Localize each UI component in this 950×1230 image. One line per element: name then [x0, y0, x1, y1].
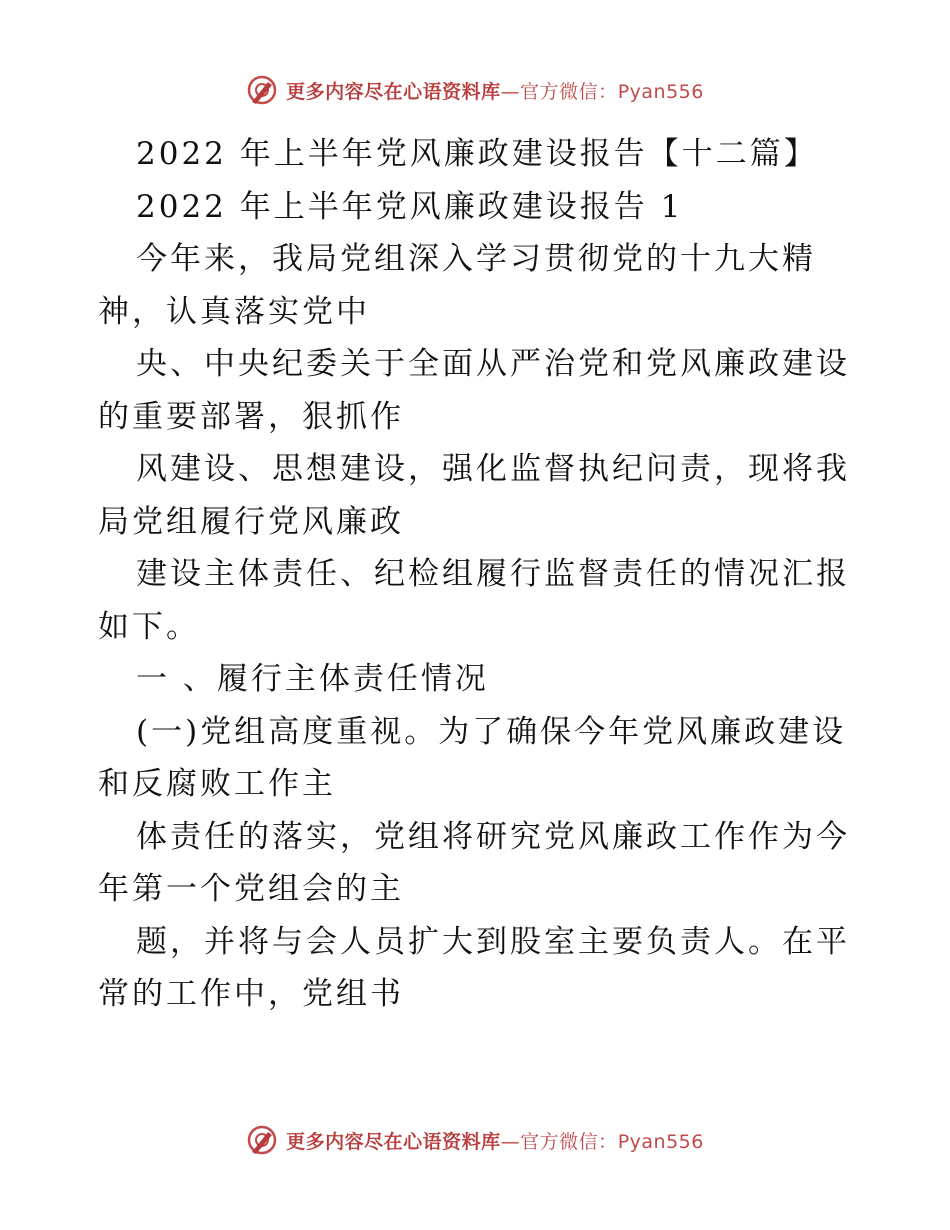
paragraph-line: 年第一个党组会的主	[98, 871, 404, 907]
paragraph-line: (一)党组高度重视。为了确保今年党风廉政建设	[136, 713, 847, 750]
paragraph-line: 局党组履行党风廉政	[98, 503, 404, 540]
banner-dash: —	[500, 1130, 521, 1153]
paragraph-line: 常的工作中，党组书	[98, 976, 404, 1012]
paragraph-line: 体责任的落实，党组将研究党风廉政工作作为今	[136, 818, 850, 855]
paragraph-line: 的重要部署，狠抓作	[98, 398, 404, 435]
banner-main-text: 更多内容尽在心语资料库	[286, 1130, 501, 1153]
banner-contact-label: 官方微信：	[520, 1130, 618, 1153]
paragraph-line: 央、中央纪委关于全面从严治党和党风廉政建设	[136, 346, 850, 382]
banner-dash: —	[500, 80, 521, 103]
header-banner	[0, 68, 950, 112]
paragraph-line: 今年来，我局党组深入学习贯彻党的十九大精	[136, 241, 816, 277]
pen-circle-icon	[246, 74, 278, 106]
document-title: 2022 年上半年党风廉政建设报告【十二篇】	[136, 136, 818, 172]
paragraph-line: 题，并将与会人员扩大到股室主要负责人。在平	[136, 923, 850, 960]
subsection-heading: 一 、履行主体责任情况	[136, 661, 489, 697]
paragraph-line: 和反腐败工作主	[98, 766, 336, 802]
pen-circle-icon	[246, 1124, 278, 1156]
section-heading: 2022 年上半年党风廉政建设报告 1	[136, 188, 684, 225]
document-body	[98, 128, 858, 1021]
banner-text	[286, 1127, 704, 1154]
paragraph-line: 神，认真落实党中	[98, 293, 370, 330]
banner-main-text: 更多内容尽在心语资料库	[286, 80, 501, 103]
banner-contact-value: Pyan556	[617, 1130, 704, 1153]
banner-contact-value: Pyan556	[617, 80, 704, 103]
paragraph-line: 风建设、思想建设，强化监督执纪问责，现将我	[136, 451, 850, 487]
banner-text	[286, 77, 704, 104]
footer-banner	[0, 1118, 950, 1162]
banner-contact-label: 官方微信：	[520, 80, 618, 103]
paragraph-line: 如下。	[98, 608, 200, 645]
paragraph-line: 建设主体责任、纪检组履行监督责任的情况汇报	[136, 556, 850, 592]
